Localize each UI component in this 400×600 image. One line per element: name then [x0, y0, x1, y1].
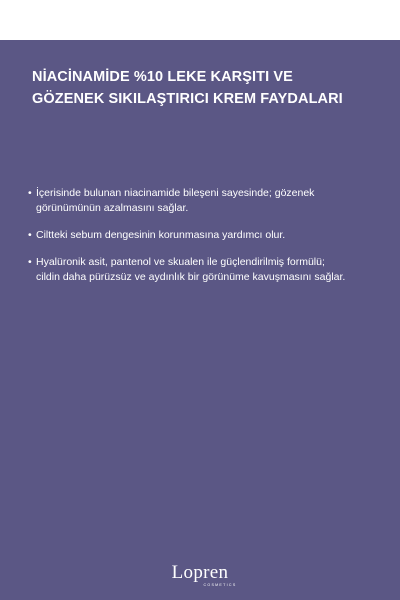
bullet-icon: •	[28, 229, 32, 241]
title-line-1: NİACİNAMİDE %10 LEKE KARŞITI VE	[32, 69, 293, 85]
list-item-text: cildin daha pürüzsüz ve aydınlık bir görünüme kavuşmasını sağlar.	[36, 271, 346, 283]
benefits-list	[28, 186, 378, 297]
list-item-text: İçerisinde bulunan niacinamide bileşeni sayesinde; gözenek	[36, 187, 315, 199]
list-item-text: görünümünün azalmasını sağlar.	[36, 202, 189, 214]
list-item	[28, 255, 378, 285]
list-item	[28, 228, 378, 243]
list-item	[28, 186, 378, 216]
brand-tagline: COSMETICS	[203, 583, 237, 587]
page-title	[32, 66, 382, 110]
bullet-icon: •	[28, 187, 32, 199]
brand-name: Lopren	[171, 562, 229, 583]
list-item-text: Ciltteki sebum dengesinin korunmasına yardımcı olur.	[36, 229, 286, 241]
product-benefits-panel	[0, 40, 400, 600]
bullet-icon: •	[28, 256, 32, 268]
list-item-text: Hyalüronik asit, pantenol ve skualen ile güçlendirilmiş formülü;	[36, 256, 325, 268]
title-line-2: GÖZENEK SIKILAŞTIRICI KREM FAYDALARI	[32, 91, 343, 107]
brand-logo	[0, 563, 400, 588]
